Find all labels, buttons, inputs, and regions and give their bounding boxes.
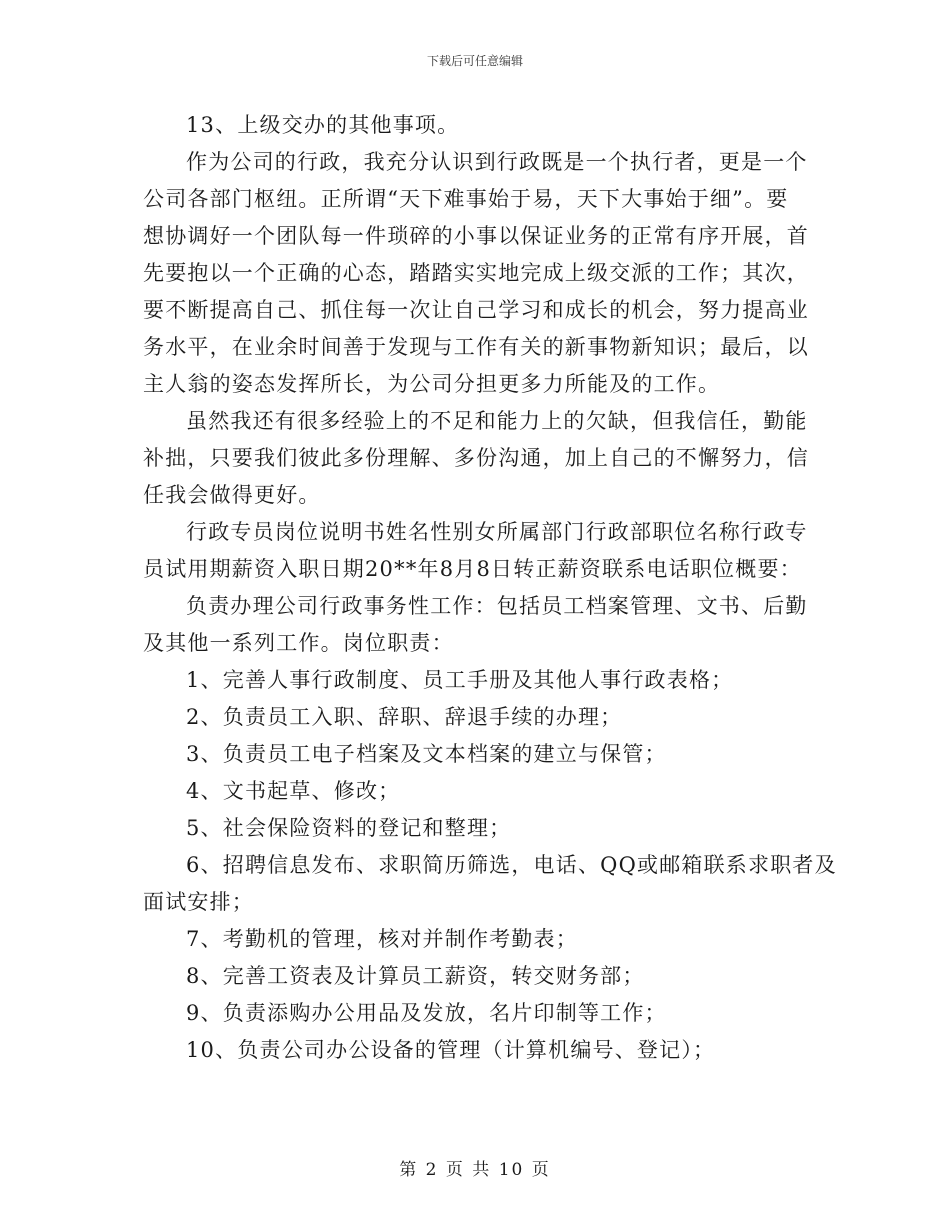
text-line: 负责办理公司行政事务性工作：包括员工档案管理、文书、后勤: [186, 594, 808, 618]
list-item: 5、社会保险资料的登记和整理；: [186, 816, 512, 840]
text-line: 任我会做得更好。: [143, 483, 321, 507]
text-line: 员试用期薪资入职日期20**年8月8日转正薪资联系电话职位概要：: [143, 557, 802, 581]
page-header: 下载后可任意编辑: [426, 54, 523, 68]
list-item-continuation: 面试安排；: [143, 890, 254, 914]
text-line: 想协调好一个团队每一件琐碎的小事以保证业务的正常有序开展，首: [143, 224, 809, 248]
text-line: 要不断提高自己、抓住每一次让自己学习和成长的机会，努力提高业: [143, 298, 809, 322]
text-line: 虽然我还有很多经验上的不足和能力上的欠缺，但我信任，勤能: [186, 409, 808, 433]
document-body: [143, 107, 837, 1069]
list-item: 3、负责员工电子档案及文本档案的建立与保管；: [186, 742, 667, 766]
text-line: 及其他一系列工作。岗位职责：: [143, 631, 454, 655]
list-item: 10、负责公司办公设备的管理（计算机编号、登记）；: [186, 1038, 716, 1062]
text-line: 公司各部门枢纽。正所谓“天下难事始于易，天下大事始于细”。要: [143, 187, 789, 211]
text-line: 务水平，在业余时间善于发现与工作有关的新事物新知识；最后，以: [143, 335, 809, 359]
list-item: 1、完善人事行政制度、员工手册及其他人事行政表格；: [186, 668, 734, 692]
list-item: 8、完善工资表及计算员工薪资，转交财务部；: [186, 964, 645, 988]
list-item: 9、负责添购办公用品及发放，名片印制等工作；: [186, 1001, 667, 1025]
list-item: 4、文书起草、修改；: [186, 779, 401, 803]
text-line: 主人翁的姿态发挥所长，为公司分担更多力所能及的工作。: [143, 372, 721, 396]
page-number: 第 2 页 共 10 页: [399, 1160, 551, 1180]
text-line: 作为公司的行政，我充分认识到行政既是一个执行者，更是一个: [186, 150, 808, 174]
list-item: 2、负责员工入职、辞职、辞退手续的办理；: [186, 705, 623, 729]
text-line: 补拙，只要我们彼此多份理解、多份沟通，加上自己的不懈努力，信: [143, 446, 809, 470]
text-line: 13、上级交办的其他事项。: [186, 113, 460, 137]
text-line: 行政专员岗位说明书姓名性别女所属部门行政部职位名称行政专: [186, 520, 808, 544]
list-item: 7、考勤机的管理，核对并制作考勤表；: [186, 927, 578, 951]
text-line: 先要抱以一个正确的心态，踏踏实实地完成上级交派的工作；其次，: [143, 261, 809, 285]
list-item: 6、招聘信息发布、求职简历筛选，电话、QQ或邮箱联系求职者及: [186, 853, 837, 877]
